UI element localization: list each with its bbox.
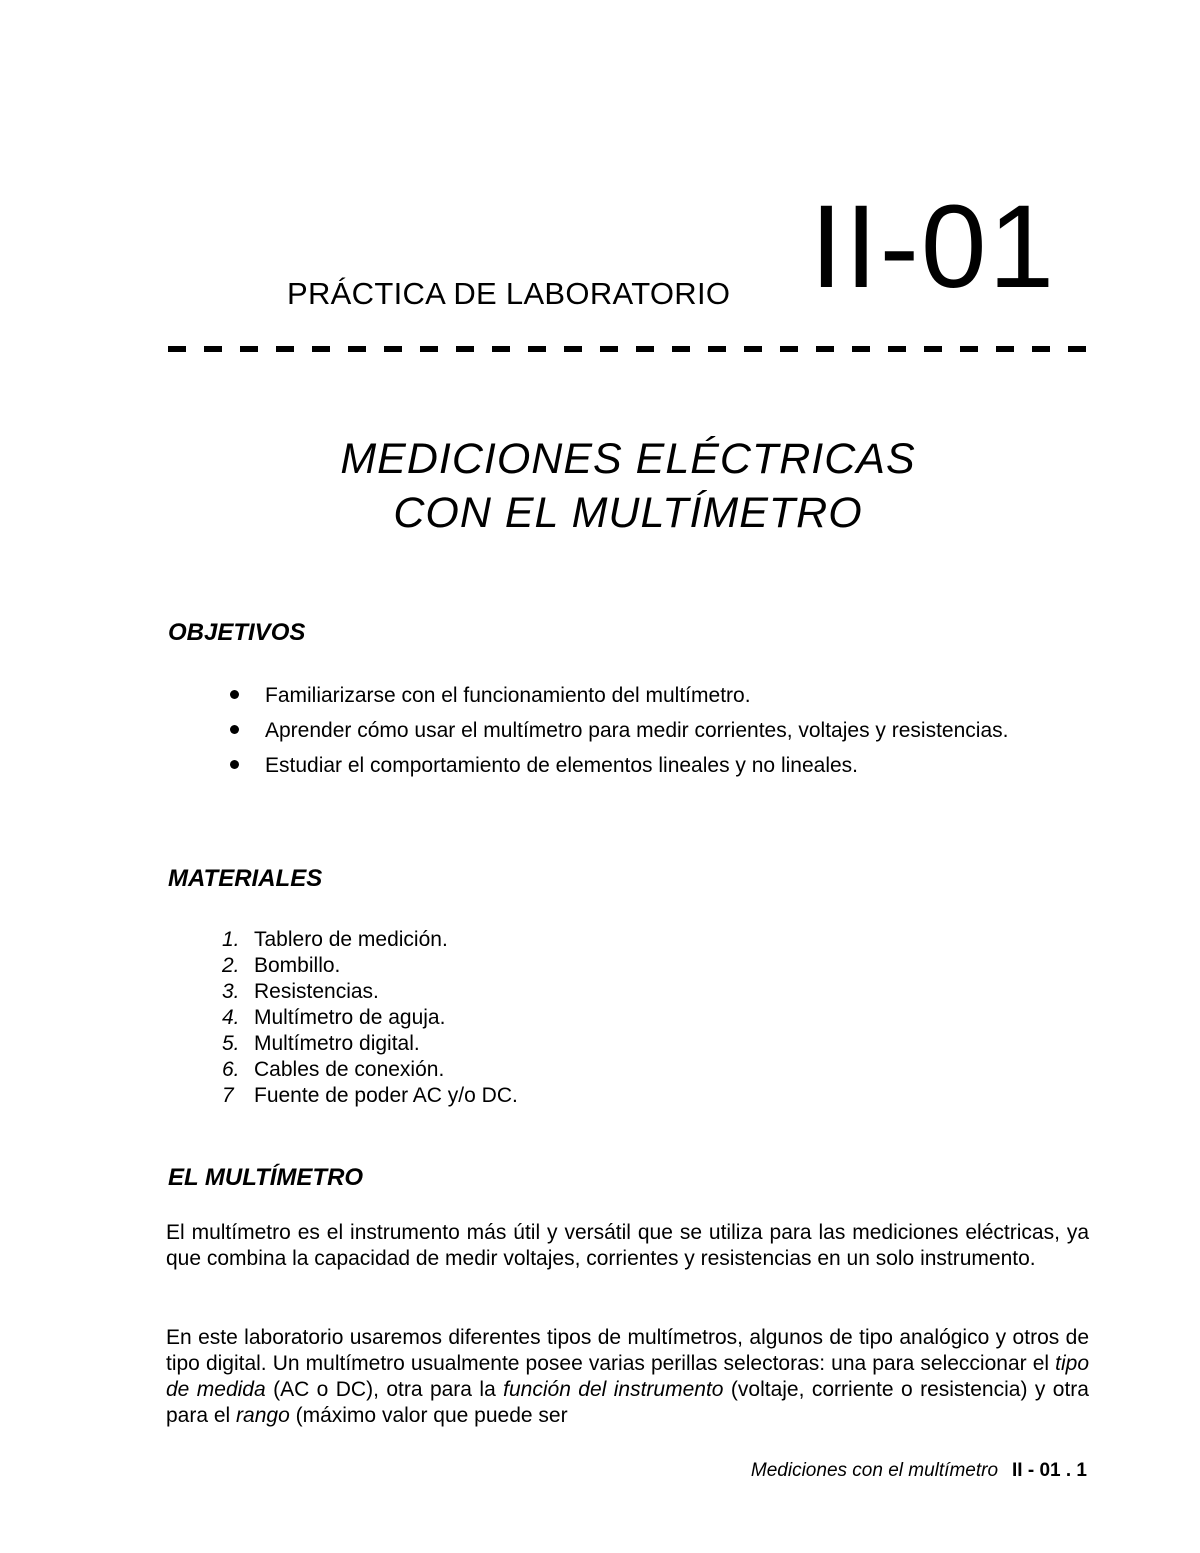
- paragraph-text: En este laboratorio usaremos diferentes tipos de multímetros, algunos de tipo analógico y otros de tipo digital. Un multímetro usualmente posee varias perillas selectoras: una para seleccionar el: [166, 1326, 1089, 1375]
- material-text: Tablero de medición.: [254, 928, 448, 951]
- material-text: Bombillo.: [254, 954, 341, 977]
- item-number: 4.: [222, 1006, 240, 1029]
- materials-heading: MATERIALES: [168, 865, 323, 892]
- list-item: [222, 1083, 518, 1109]
- paragraph-text: (voltaje, corriente o resistencia) y otra para el: [166, 1378, 1089, 1427]
- objectives-heading: OBJETIVOS: [168, 619, 306, 646]
- objective-text: Familiarizarse con el funcionamiento del multímetro.: [265, 684, 751, 707]
- document-title: [0, 432, 1200, 540]
- material-text: Multímetro digital.: [254, 1032, 420, 1055]
- list-item: [222, 979, 518, 1005]
- list-item: [222, 1057, 518, 1083]
- title-line-1: MEDICIONES ELÉCTRICAS: [340, 435, 916, 483]
- objectives-list: [230, 682, 1030, 787]
- practice-code: II-01: [810, 181, 1057, 313]
- bullet-icon: [230, 760, 239, 769]
- paragraph-text: (AC o DC), otra para la: [265, 1378, 504, 1401]
- emphasis-range: rango: [236, 1404, 290, 1427]
- footer-title: Mediciones con el multímetro: [750, 1460, 999, 1481]
- item-number: 7: [222, 1084, 234, 1107]
- material-text: Resistencias.: [254, 980, 379, 1003]
- list-item: [222, 1005, 518, 1031]
- list-item: [222, 927, 518, 953]
- bullet-icon: [230, 725, 239, 734]
- material-text: Cables de conexión.: [254, 1058, 445, 1081]
- page-number: II - 01 . 1: [1012, 1460, 1087, 1481]
- selectors-paragraph: [166, 1325, 1089, 1429]
- lab-practice-label: PRÁCTICA DE LABORATORIO: [287, 276, 731, 311]
- list-item: [230, 752, 1030, 780]
- paragraph-text: (máximo valor que puede ser: [289, 1404, 568, 1427]
- bullet-icon: [230, 690, 239, 699]
- list-item: [222, 1031, 518, 1057]
- multimeter-heading: EL MULTÍMETRO: [168, 1164, 364, 1191]
- list-item: [230, 717, 1030, 745]
- page-footer: [751, 1460, 1087, 1482]
- emphasis-measure-type: tipo de medida: [166, 1352, 1089, 1401]
- emphasis-instrument-function: función del instrumento: [503, 1378, 724, 1401]
- objective-text: Aprender cómo usar el multímetro para medir corrientes, voltajes y resistencias.: [265, 719, 1009, 742]
- dashed-divider: [168, 346, 1102, 352]
- item-number: 5.: [222, 1032, 240, 1055]
- objective-text: Estudiar el comportamiento de elementos lineales y no lineales.: [265, 754, 858, 777]
- item-number: 3.: [222, 980, 240, 1003]
- material-text: Multímetro de aguja.: [254, 1006, 446, 1029]
- material-text: Fuente de poder AC y/o DC.: [254, 1084, 518, 1107]
- list-item: [222, 953, 518, 979]
- title-line-2: CON EL MULTÍMETRO: [393, 489, 863, 537]
- intro-paragraph: El multímetro es el instrumento más útil y versátil que se utiliza para las mediciones eléctricas, ya que combina la capacidad de medir voltajes, corrientes y resistencias en un solo instrumento.: [166, 1221, 1089, 1270]
- list-item: [230, 682, 1030, 710]
- materials-list: [222, 927, 518, 1109]
- item-number: 6.: [222, 1058, 240, 1081]
- item-number: 1.: [222, 928, 240, 951]
- item-number: 2.: [222, 954, 240, 977]
